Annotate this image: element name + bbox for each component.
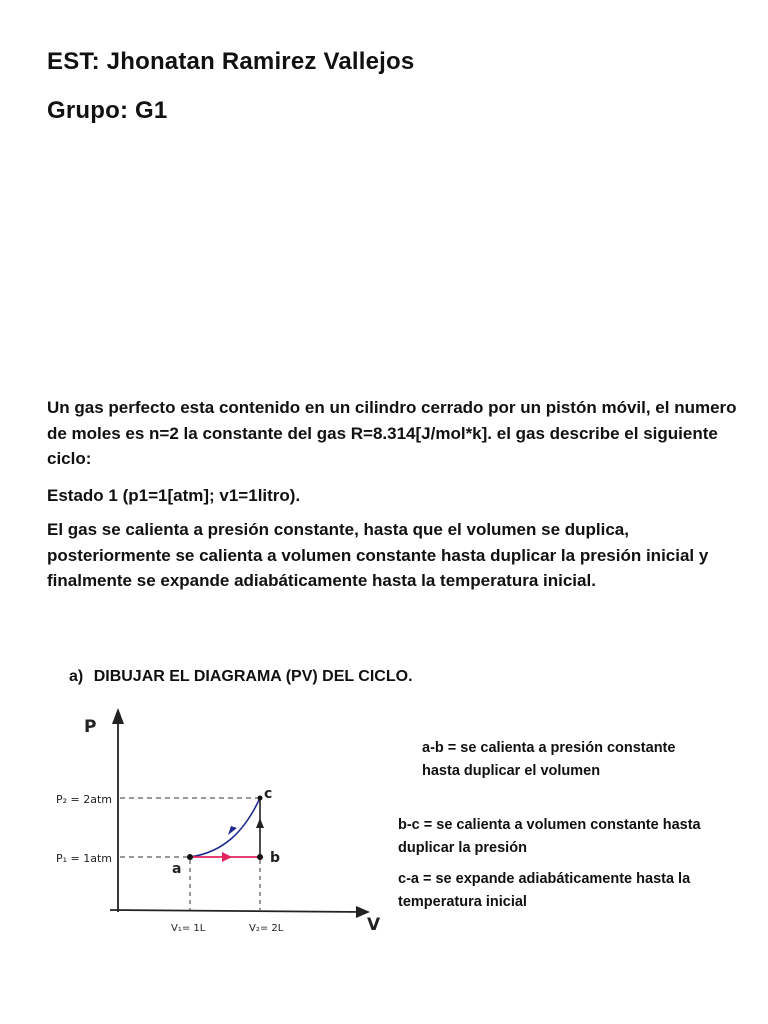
section-a-label: a) <box>69 668 84 685</box>
student-name: EST: Jhonatan Ramirez Vallejos <box>47 48 415 75</box>
note-bc: b-c = se calienta a volumen constante hasta duplicar la presión <box>398 817 701 856</box>
process-description: El gas se calienta a presión constante, hasta que el volumen se duplica, posteriormente se calienta a volumen constante hasta duplicar la presión inicial y finalmente se expande adiabáticamente hasta la temperatura inicial. <box>47 520 709 590</box>
y-axis-arrow <box>112 708 124 724</box>
point-b-dot <box>257 854 263 860</box>
pv-diagram <box>40 700 390 950</box>
p2-tick-label: P₂ = 2atm <box>56 793 113 806</box>
p1-tick-label: P₁ = 1atm <box>56 852 113 865</box>
process-ca-curve <box>190 798 260 857</box>
point-b-label: b <box>270 850 281 866</box>
group-label: Grupo: G1 <box>47 97 168 124</box>
section-a-title: DIBUJAR EL DIAGRAMA (PV) DEL CICLO. <box>93 668 413 685</box>
process-bc-arrow <box>256 818 264 828</box>
note-ab: a-b = se calienta a presión constante hasta duplicar el volumen <box>422 740 676 779</box>
section-a-heading <box>69 668 413 686</box>
initial-state: Estado 1 (p1=1[atm]; v1=1litro). <box>47 486 301 505</box>
point-a-label: a <box>172 861 182 877</box>
problem-statement: Un gas perfecto esta contenido en un cilindro cerrado por un pistón móvil, el numero de moles es n=2 la constante del gas R=8.314[J/mol*k]. el gas describe el siguiente ciclo: <box>47 398 737 468</box>
v1-tick-label: V₁= 1L <box>171 923 206 934</box>
y-axis-label: P <box>84 717 97 737</box>
process-ab-arrow <box>222 852 232 862</box>
note-ca: c-a = se expande adiabáticamente hasta la temperatura inicial <box>398 871 691 910</box>
point-c-dot <box>258 796 263 801</box>
x-axis-label: V <box>367 915 381 935</box>
v2-tick-label: V₂= 2L <box>249 923 284 934</box>
point-a-dot <box>187 854 193 860</box>
x-axis <box>110 910 365 912</box>
point-c-label: c <box>264 786 273 802</box>
